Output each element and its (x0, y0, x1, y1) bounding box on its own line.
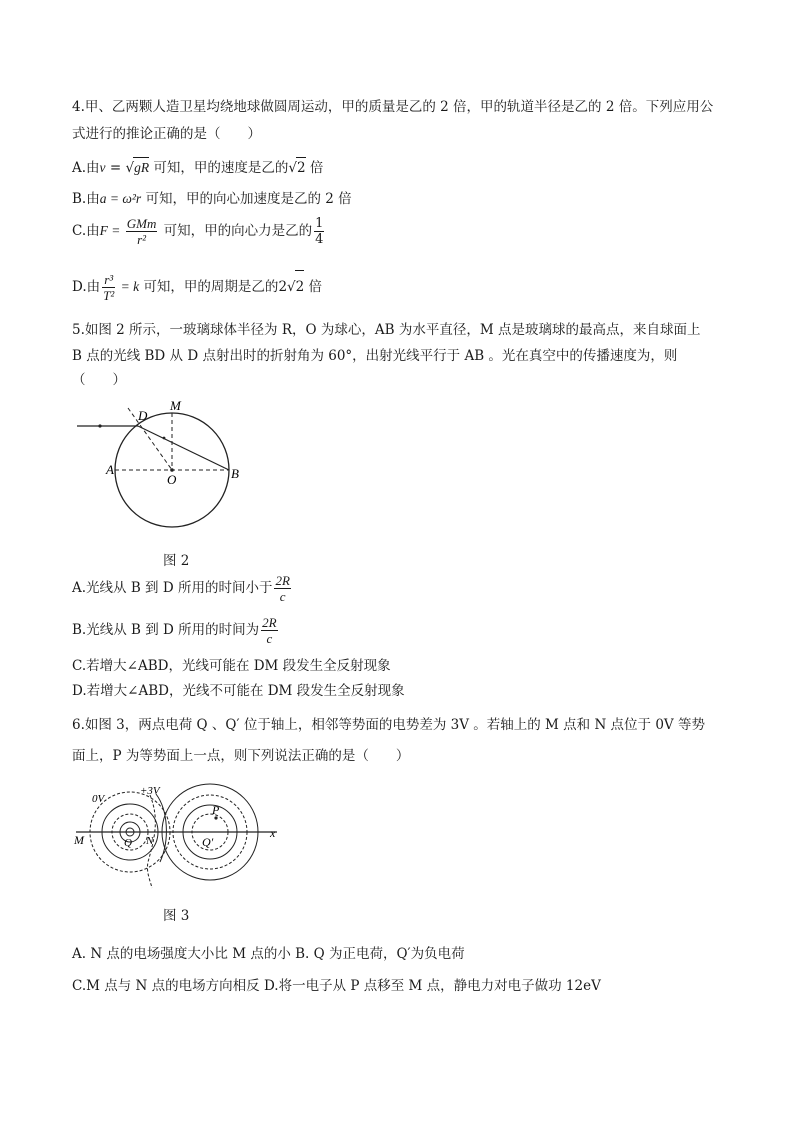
q5-stem-line3: （ ） (72, 372, 126, 388)
label-qprime: Q′ (202, 835, 214, 849)
q6-options-ab: A. N 点的电场强度大小比 M 点的小 B. Q 为正电荷，Q′为负电荷 (72, 946, 465, 962)
q4-option-a: A.由v = √gR 可知，甲的速度是乙的√2 倍 (72, 157, 323, 178)
figure-3-equipotential (72, 780, 287, 895)
q5-option-b: B.光线从 B 到 D 所用的时间为 $\frac{2R}{c}$ (72, 615, 277, 646)
label-o: O (167, 472, 177, 487)
q4-option-b: B.由a = ω²r 可知，甲的向心加速度是乙的 2 倍 (72, 191, 352, 207)
q5-stem-line1: 5.如图 2 所示，一玻璃球体半径为 R，O 为球心，AB 为水平直径，M 点是玻璃球的最高点，来自球面上 (72, 322, 701, 338)
label-a: A (106, 462, 114, 477)
q5-option-c: C.若增大∠ABD，光线可能在 DM 段发生全反射现象 (72, 658, 391, 674)
label-n: N (146, 835, 154, 847)
label-b: B (231, 466, 239, 481)
q4-option-c: C.由F = $\frac{\text{GMm}}{\text{r²}}$ 可知，甲的向心力是乙的 $\frac{1}{4}$ (72, 216, 324, 247)
q6-options-cd: C.M 点与 N 点的电场方向相反 D.将一电子从 P 点移至 M 点，静电力对电子做功 12eV (72, 978, 601, 994)
q6-stem-line1: 6.如图 3，两点电荷 Q 、Q′ 位于轴上，相邻等势面的电势差为 3V 。若轴上的 M 点和 N 点位于 0V 等势 (72, 717, 705, 733)
q5-stem-line2: B 点的光线 BD 从 D 点射出时的折射角为 60°，出射光线平行于 AB 。光在真空中的传播速度为，则 (72, 348, 678, 364)
label-m: M (170, 398, 181, 413)
q4-stem-line2: 式进行的推论正确的是（ ） (72, 126, 261, 142)
q6-stem-line2: 面上，P 为等势面上一点，则下列说法正确的是（ ） (72, 748, 410, 764)
label-0v: 0V (92, 793, 105, 805)
label-p: P (212, 803, 220, 817)
figure-3-caption: 图 3 (163, 908, 190, 924)
q5-option-a: A.光线从 B 到 D 所用的时间小于 $\frac{2R}{c}$ (72, 573, 290, 604)
q4-stem-line1: 4.甲、乙两颗人造卫星均绕地球做圆周运动，甲的质量是乙的 2 倍，甲的轨道半径是乙的 2 倍。下列应用公 (72, 99, 714, 115)
label-m: M (74, 833, 84, 847)
label-x: x (270, 826, 276, 840)
figure-2-glass-sphere (72, 398, 272, 538)
q4-option-d: D.由 $\frac{\text{r³}}{\text{T²}}$ = k 可知，甲的周期是乙的2√2 倍 (72, 272, 323, 303)
label-3v: +3V (140, 785, 160, 797)
ray-arrow-dot (98, 424, 101, 427)
figure-2-caption: 图 2 (163, 553, 190, 569)
label-q: Q (124, 837, 132, 849)
q5-option-d: D.若增大∠ABD，光线不可能在 DM 段发生全反射现象 (72, 683, 405, 699)
label-d: D (138, 408, 148, 423)
